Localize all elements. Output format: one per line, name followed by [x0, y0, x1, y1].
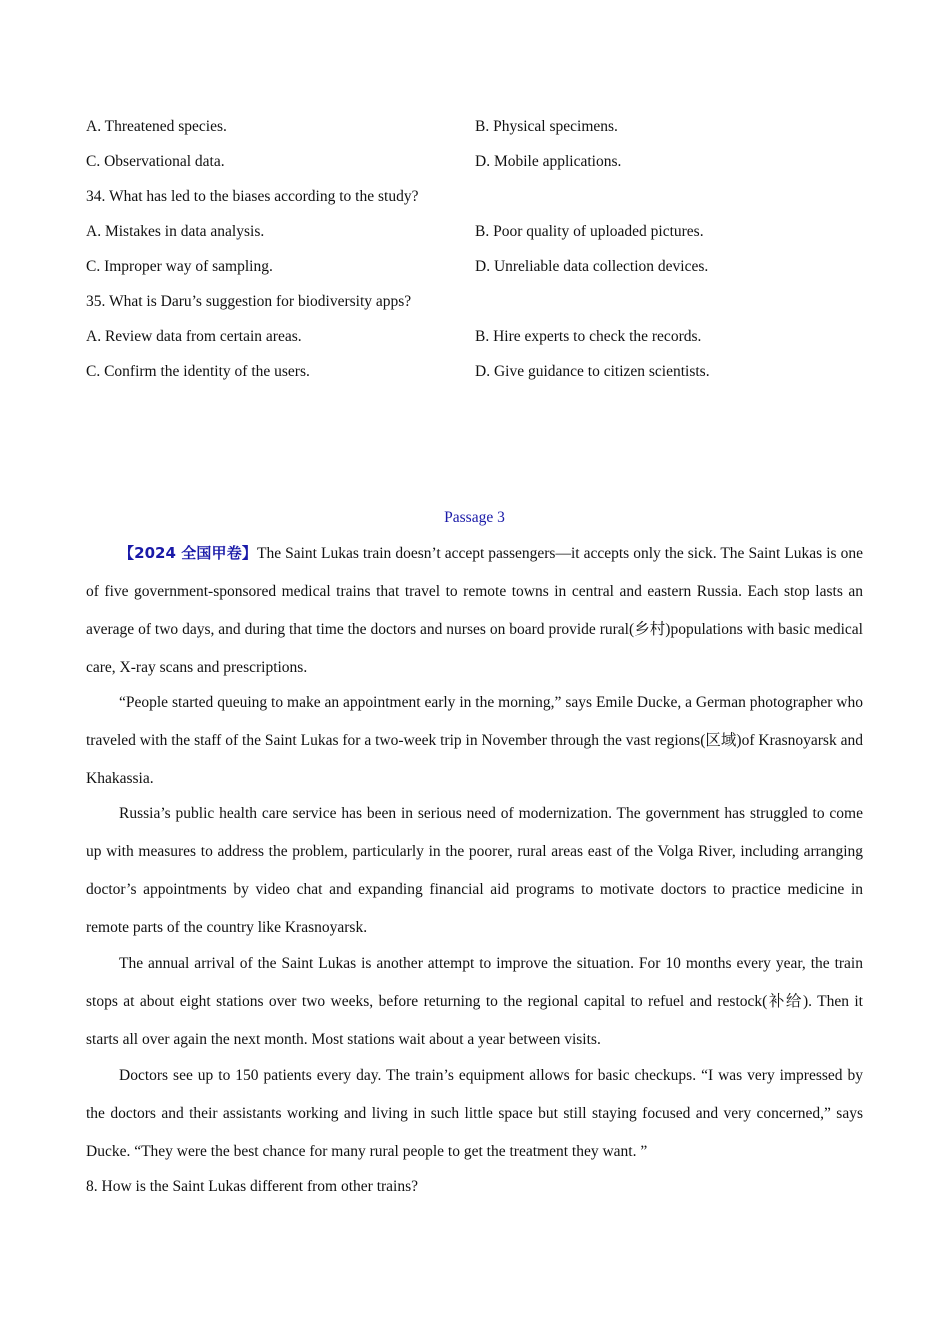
option-c: C. Observational data.	[86, 153, 225, 170]
passage-title: Passage 3	[444, 509, 505, 526]
option-c: C. Confirm the identity of the users.	[86, 363, 310, 380]
question-34-options-row-2	[86, 256, 863, 278]
option-b: B. Hire experts to check the records.	[475, 328, 702, 345]
option-d: D. Unreliable data collection devices.	[475, 258, 709, 275]
option-a: A. Threatened species.	[86, 118, 227, 135]
option-a: A. Review data from certain areas.	[86, 328, 302, 345]
passage-paragraph-3: Russia’s public health care service has been in serious need of modernization. The government has struggled to come up with measures to address the problem, particularly in the poorer, rural areas east of the Volga River, including arranging doctor’s appointments by video chat and expanding financial aid programs to motivate doctors to practice medicine in remote parts of the country like Krasnoyarsk.	[86, 805, 863, 936]
question-34-stem: 34. What has led to the biases according to the study?	[86, 188, 419, 205]
source-tag: 【2024 全国甲卷】	[119, 544, 257, 562]
option-d: D. Give guidance to citizen scientists.	[475, 363, 710, 380]
question-35-options-row-1	[86, 326, 863, 348]
question-35-stem: 35. What is Daru’s suggestion for biodiversity apps?	[86, 293, 412, 310]
passage-paragraph-5: Doctors see up to 150 patients every day. The train’s equipment allows for basic checkups. “I was very impressed by the doctors and their assistants working and living in such little space but still staying focused and very concerned,” says Ducke. “They were the best chance for many rural people to get the treatment they want. ”	[86, 1067, 863, 1160]
question-33-options-row-2	[86, 151, 863, 173]
option-b: B. Poor quality of uploaded pictures.	[475, 223, 704, 240]
question-33-options-row-1	[86, 116, 863, 138]
passage-paragraph-4: The annual arrival of the Saint Lukas is another attempt to improve the situation. For 10 months every year, the train stops at about eight stations over two weeks, before returning to the regional capital to refuel and restock(补给). Then it starts all over again the next month. Most stations wait about a year between visits.	[86, 955, 863, 1048]
passage-paragraph-1	[86, 534, 863, 687]
passage-paragraph-2: “People started queuing to make an appointment early in the morning,” says Emile Ducke, a German photographer who traveled with the staff of the Saint Lukas for a two-week trip in November through the vast regions(区域)of Krasnoyarsk and Khakassia.	[86, 694, 863, 787]
option-a: A. Mistakes in data analysis.	[86, 223, 265, 240]
question-34-options-row-1	[86, 221, 863, 243]
option-d: D. Mobile applications.	[475, 153, 622, 170]
paragraph-1-text: The Saint Lukas train doesn’t accept passengers—it accepts only the sick. The Saint Lukas is one of five government-sponsored medical trains that travel to remote towns in central and eastern Russia. Each stop lasts an average of two days, and during that time the doctors and nurses on board provide rural(乡村)populations with basic medical care, X-ray scans and prescriptions.	[86, 545, 863, 676]
option-b: B. Physical specimens.	[475, 118, 618, 135]
question-35-options-row-2	[86, 361, 863, 383]
question-8-stem: 8. How is the Saint Lukas different from other trains?	[86, 1178, 419, 1195]
option-c: C. Improper way of sampling.	[86, 258, 273, 275]
